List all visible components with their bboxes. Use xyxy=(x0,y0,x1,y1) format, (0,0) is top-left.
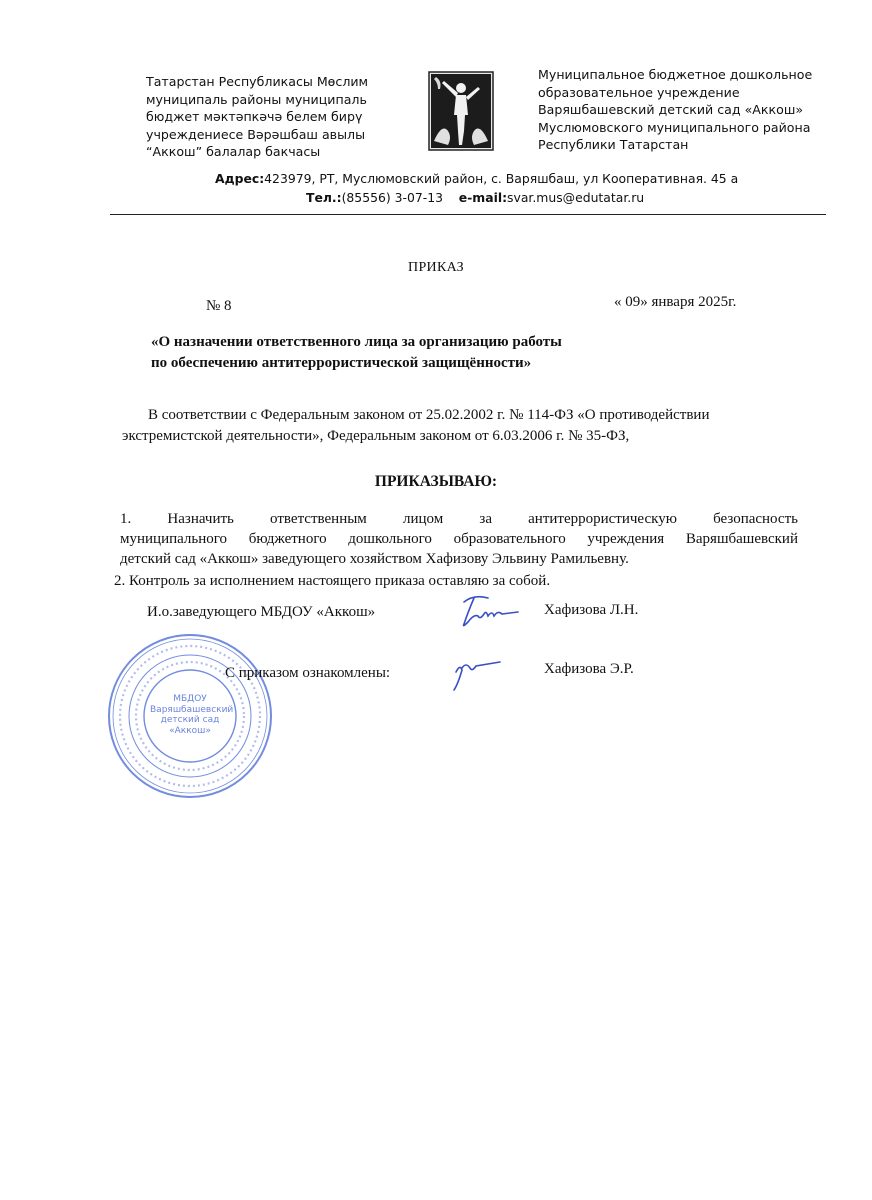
stamp-center-text xyxy=(150,694,234,736)
order-date: « 09» января 2025г. xyxy=(614,294,737,310)
header-left-line: Татарстан Республикасы Мөслим xyxy=(146,74,369,89)
address-label: Адрес: xyxy=(215,171,265,186)
header-left-line: бюджет мәктәпкәчә белем бирү xyxy=(146,109,363,124)
header-left-line: учреждениесе Вәрәшбаш авылы xyxy=(146,126,366,142)
stamp-line: «Аккош» xyxy=(169,725,211,736)
document-title: ПРИКАЗ xyxy=(408,260,464,275)
order-items xyxy=(114,509,798,591)
order-item-1 xyxy=(120,509,798,569)
signatory-name: Хафизова Л.Н. xyxy=(544,602,639,618)
preamble xyxy=(122,405,828,447)
preamble-line: В соответствии с Федеральным законом от 25.02.2002 г. № 114-ФЗ «О противодействии xyxy=(148,407,710,423)
stamp-line: детский сад xyxy=(160,715,220,725)
header-left-line: муниципаль районы муниципаль xyxy=(146,91,367,107)
acknowledgement-label: С приказом ознакомлены: xyxy=(225,665,391,681)
header-right-line: Муслюмовского муниципального района xyxy=(538,119,811,135)
preamble-line: экстремистской деятельности», Федеральным законом от 6.03.2006 г. № 35-ФЗ, xyxy=(122,428,630,444)
contacts-line xyxy=(306,190,644,205)
address-value: 423979, РТ, Муслюмовский район, с. Варяшбаш, ул Кооперативная. 45 а xyxy=(264,171,739,186)
acknowledged-name: Хафизова Э.Р. xyxy=(544,661,634,677)
header-right-line: Варяшбашевский детский сад «Аккош» xyxy=(538,102,804,117)
signatory-role: И.о.заведующего МБДОУ «Аккош» xyxy=(147,604,376,620)
item-line: детский сад «Аккош» заведующего хозяйством Хафизову Эльвину Рамильевну. xyxy=(120,551,629,567)
order-subject xyxy=(151,332,562,374)
subject-line: «О назначении ответственного лица за организацию работы xyxy=(151,334,562,350)
coat-of-arms-emblem xyxy=(428,71,494,151)
address-line xyxy=(215,171,738,186)
order-number: № 8 xyxy=(206,298,232,314)
signature-head xyxy=(448,588,528,633)
email-label: e-mail: xyxy=(458,190,508,205)
header-org-name-russian xyxy=(538,66,828,154)
signature-acknowledged xyxy=(442,652,512,694)
subject-line: по обеспечению антитеррористической защищённости» xyxy=(151,355,532,371)
stamp-line: МБДОУ xyxy=(173,694,207,704)
header-right-line: Республики Татарстан xyxy=(538,137,689,152)
header-left-line: “Аккош” балалар бакчасы xyxy=(146,144,321,159)
item-line: 1. Назначить ответственным лицом за антитеррористическую безопасность xyxy=(120,511,798,527)
header-divider xyxy=(110,214,826,215)
header-right-line: образовательное учреждение xyxy=(538,84,740,100)
phone-label: Тел.: xyxy=(306,190,342,205)
item-line: муниципального бюджетного дошкольного образовательного учреждения Варяшбашевский xyxy=(120,531,798,547)
header-org-name-tatar xyxy=(146,73,406,161)
stamp-line: Варяшбашевский xyxy=(150,704,234,715)
email-value[interactable]: svar.mus@edutatar.ru xyxy=(507,190,645,205)
item-line: 2. Контроль за исполнением настоящего приказа оставляю за собой. xyxy=(114,573,551,589)
order-heading: ПРИКАЗЫВАЮ: xyxy=(374,473,498,490)
header-right-line: Муниципальное бюджетное дошкольное xyxy=(538,67,813,82)
official-stamp xyxy=(106,632,274,800)
phone-value: (85556) 3-07-13 xyxy=(341,190,443,205)
